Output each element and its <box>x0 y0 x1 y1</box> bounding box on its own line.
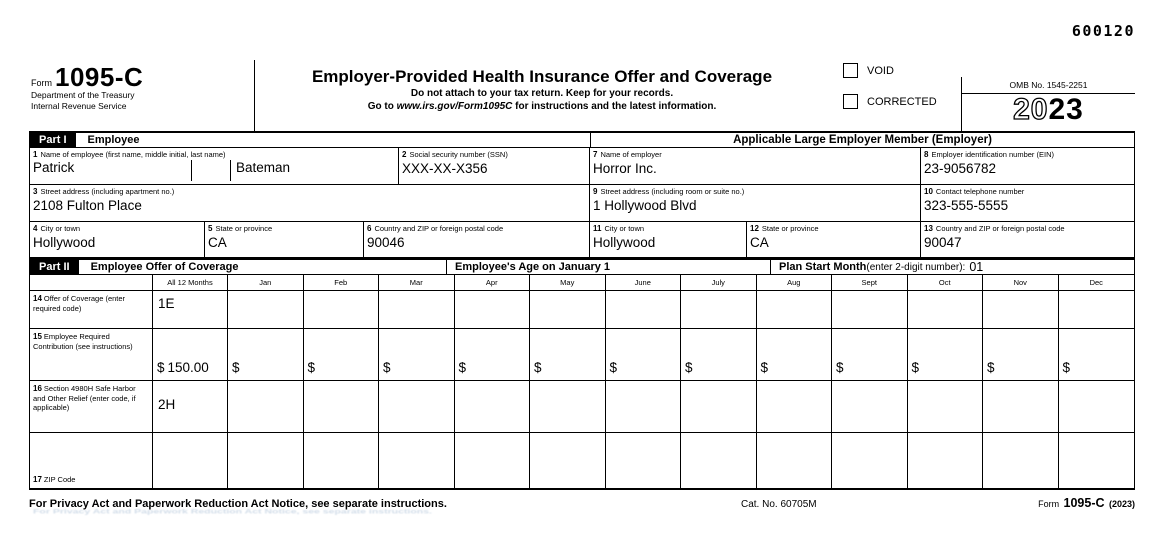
line14-mar-cell <box>379 291 455 329</box>
line17-label: 17 ZIP Code <box>30 433 153 488</box>
part2-title: Employee Offer of Coverage <box>90 261 239 273</box>
col-header-may: May <box>530 275 606 291</box>
col-header-jan: Jan <box>228 275 304 291</box>
line16-apr-cell <box>455 381 531 433</box>
field-13-zip: 13 Country and ZIP or foreign postal code 90047 <box>921 222 1134 258</box>
catalog-number: Cat. No. 60705M <box>741 499 817 510</box>
line14-dec-cell <box>1059 291 1135 329</box>
void-row <box>843 63 961 78</box>
col-header-july: July <box>681 275 757 291</box>
field-11-city: 11 City or town Hollywood <box>590 222 747 258</box>
goto-suffix: for instructions and the latest information. <box>512 101 717 112</box>
footer-form-word: Form <box>1038 499 1060 509</box>
line15-july-cell: $ <box>681 329 757 381</box>
line16-jan-cell <box>228 381 304 433</box>
doc-control-number: 600120 <box>1071 22 1135 40</box>
part1-grid <box>29 148 1135 258</box>
omb-year-block <box>961 60 1135 131</box>
employer-name-value: Horror Inc. <box>593 161 657 176</box>
line17-dec-cell <box>1059 433 1135 488</box>
line16-feb-cell <box>304 381 380 433</box>
line17-july-cell <box>681 433 757 488</box>
employer-section-title: Applicable Large Employer Member (Employer) <box>590 133 1134 147</box>
line15-june-cell: $ <box>606 329 682 381</box>
line14-june-cell <box>606 291 682 329</box>
line14-all12-value: 1E <box>153 291 228 329</box>
dollar-sign: $ <box>157 360 165 375</box>
void-label: VOID <box>867 64 894 77</box>
employee-age-title: Employee's Age on January 1 <box>446 260 770 274</box>
line17-jan-cell <box>228 433 304 488</box>
field-3-street: 3 Street address (including apartment no.) 2108 Fulton Place <box>30 185 590 222</box>
line15-all12-value <box>153 329 228 381</box>
line15-sept-cell: $ <box>832 329 908 381</box>
void-checkbox[interactable] <box>843 63 858 78</box>
ssn-value: XXX-XX-X356 <box>402 161 488 176</box>
field-6-zip: 6 Country and ZIP or foreign postal code 90046 <box>364 222 590 258</box>
line16-all12-value: 2H <box>153 381 228 433</box>
line16-aug-cell <box>757 381 833 433</box>
line14-feb-cell <box>304 291 380 329</box>
part2-header-row <box>30 275 1134 291</box>
line16-oct-cell <box>908 381 984 433</box>
form-header <box>29 60 1135 131</box>
line15-oct-cell: $ <box>908 329 984 381</box>
col-header-nov: Nov <box>983 275 1059 291</box>
line14-apr-cell <box>455 291 531 329</box>
line16-sept-cell <box>832 381 908 433</box>
line16-mar-cell <box>379 381 455 433</box>
goto-prefix: Go to <box>367 101 397 112</box>
form-title: Employer-Provided Health Insurance Offer and Coverage <box>311 67 773 86</box>
employer-zip-value: 90047 <box>924 235 962 250</box>
form-subtitle: Do not attach to your tax return. Keep for your records. <box>410 88 674 99</box>
line15-feb-cell: $ <box>304 329 380 381</box>
line17-feb-cell <box>304 433 380 488</box>
line14-oct-cell <box>908 291 984 329</box>
line15-jan-cell: $ <box>228 329 304 381</box>
year-bold: 23 <box>1048 93 1084 126</box>
omb-number: OMB No. 1545-2251 <box>962 77 1135 94</box>
plan-start-month-label: Plan Start Month <box>779 261 867 273</box>
corrected-label: CORRECTED <box>867 95 937 108</box>
form-title-block <box>255 60 829 131</box>
col-header-blank <box>30 275 153 291</box>
line17-oct-cell <box>908 433 984 488</box>
plan-start-month-value: 01 <box>969 260 984 274</box>
line17-may-cell <box>530 433 606 488</box>
field-4-city: 4 City or town Hollywood <box>30 222 205 258</box>
field-9-employer-street: 9 Street address (including room or suite no.) 1 Hollywood Blvd <box>590 185 921 222</box>
line17-june-cell <box>606 433 682 488</box>
part1-title: Employee <box>87 134 140 146</box>
form-1095c <box>29 60 1135 512</box>
part2-bar <box>29 258 1135 275</box>
part2-grid <box>29 275 1135 488</box>
print-ghost-artifact: For Privacy Act and Paperwork Reduction Act Notice, see separate instructions. <box>33 508 432 516</box>
ein-value: 23-9056782 <box>924 161 997 176</box>
footer-form-year: (2023) <box>1108 499 1135 509</box>
year-outline: 20 <box>1013 93 1049 126</box>
field-8-ein: 8 Employer identification number (EIN) 23-9056782 <box>921 148 1134 185</box>
part2-row-line14 <box>30 291 1134 329</box>
employee-street-value: 2108 Fulton Place <box>33 198 142 213</box>
tax-year <box>962 94 1135 125</box>
line16-label: 16 Section 4980H Safe Harbor and Other Relief (enter code, if applicable) <box>30 381 153 433</box>
employer-state-value: CA <box>750 235 769 250</box>
part1-bar <box>29 131 1135 148</box>
form-word: Form <box>31 78 52 88</box>
line17-mar-cell <box>379 433 455 488</box>
part2-row-line16 <box>30 381 1134 433</box>
part2-row-line17 <box>30 433 1134 488</box>
dept-treasury: Department of the Treasury <box>31 90 135 100</box>
dept-irs: Internal Revenue Service <box>31 100 127 111</box>
employer-street-value: 1 Hollywood Blvd <box>593 198 697 213</box>
employee-middle-initial <box>191 160 231 181</box>
footer-form-number: 1095-C <box>1063 496 1105 510</box>
line15-apr-cell: $ <box>455 329 531 381</box>
part2-label: Part II <box>30 260 79 274</box>
employee-first-name: Patrick <box>33 160 75 175</box>
field-1-employee-name: 1 Name of employee (first name, middle initial, last name) Patrick Bateman <box>30 148 399 185</box>
line16-july-cell <box>681 381 757 433</box>
col-header-oct: Oct <box>908 275 984 291</box>
part1-label: Part I <box>30 133 76 147</box>
line14-july-cell <box>681 291 757 329</box>
line17-sept-cell <box>832 433 908 488</box>
line15-may-cell: $ <box>530 329 606 381</box>
form-id-block <box>29 60 255 131</box>
line17-aug-cell <box>757 433 833 488</box>
line14-label: 14 Offer of Coverage (enter required code) <box>30 291 153 329</box>
line16-june-cell <box>606 381 682 433</box>
field-5-state: 5 State or province CA <box>205 222 364 258</box>
col-header-dec: Dec <box>1059 275 1135 291</box>
line14-jan-cell <box>228 291 304 329</box>
field-7-employer-name: 7 Name of employer Horror Inc. <box>590 148 921 185</box>
col-header-aug: Aug <box>757 275 833 291</box>
line17-apr-cell <box>455 433 531 488</box>
contribution-amount: 150.00 <box>167 360 209 375</box>
form-goto-line <box>255 101 829 112</box>
line14-aug-cell <box>757 291 833 329</box>
irs-url: www.irs.gov/Form1095C <box>396 101 513 112</box>
employee-zip-value: 90046 <box>367 235 405 250</box>
line16-may-cell <box>530 381 606 433</box>
line15-mar-cell: $ <box>379 329 455 381</box>
plan-start-month <box>770 260 1134 274</box>
line15-label: 15 Employee Required Contribution (see instructions) <box>30 329 153 381</box>
col-header-feb: Feb <box>304 275 380 291</box>
col-header-sept: Sept <box>832 275 908 291</box>
line14-nov-cell <box>983 291 1059 329</box>
employee-city-value: Hollywood <box>33 235 96 250</box>
employer-city-value: Hollywood <box>593 235 656 250</box>
col-header-june: June <box>606 275 682 291</box>
corrected-checkbox[interactable] <box>843 94 858 109</box>
line15-dec-cell: $ <box>1059 329 1135 381</box>
form-number: 1095-C <box>55 62 144 92</box>
col-header-mar: Mar <box>379 275 455 291</box>
line15-aug-cell: $ <box>757 329 833 381</box>
plan-start-month-hint: (enter 2-digit number): <box>866 261 966 273</box>
employee-last-name: Bateman <box>236 160 291 175</box>
employee-state-value: CA <box>208 235 227 250</box>
field-10-phone: 10 Contact telephone number 323-555-5555 <box>921 185 1134 222</box>
col-header-apr: Apr <box>455 275 531 291</box>
phone-value: 323-555-5555 <box>924 198 1009 213</box>
void-corrected-block <box>829 60 961 131</box>
line16-dec-cell <box>1059 381 1135 433</box>
field-12-state: 12 State or province CA <box>747 222 921 258</box>
line17-nov-cell <box>983 433 1059 488</box>
line17-all12-value <box>153 433 228 488</box>
part2-row-line15 <box>30 329 1134 381</box>
privacy-notice: For Privacy Act and Paperwork Reduction Act Notice, see separate instructions. <box>29 498 447 510</box>
line15-nov-cell: $ <box>983 329 1059 381</box>
col-header-all-12-months: All 12 Months <box>153 275 228 291</box>
field-2-ssn: 2 Social security number (SSN) XXX-XX-X356 <box>399 148 590 185</box>
footer-form-id <box>1038 494 1135 512</box>
corrected-row <box>843 94 961 109</box>
line14-may-cell <box>530 291 606 329</box>
line14-sept-cell <box>832 291 908 329</box>
line16-nov-cell <box>983 381 1059 433</box>
